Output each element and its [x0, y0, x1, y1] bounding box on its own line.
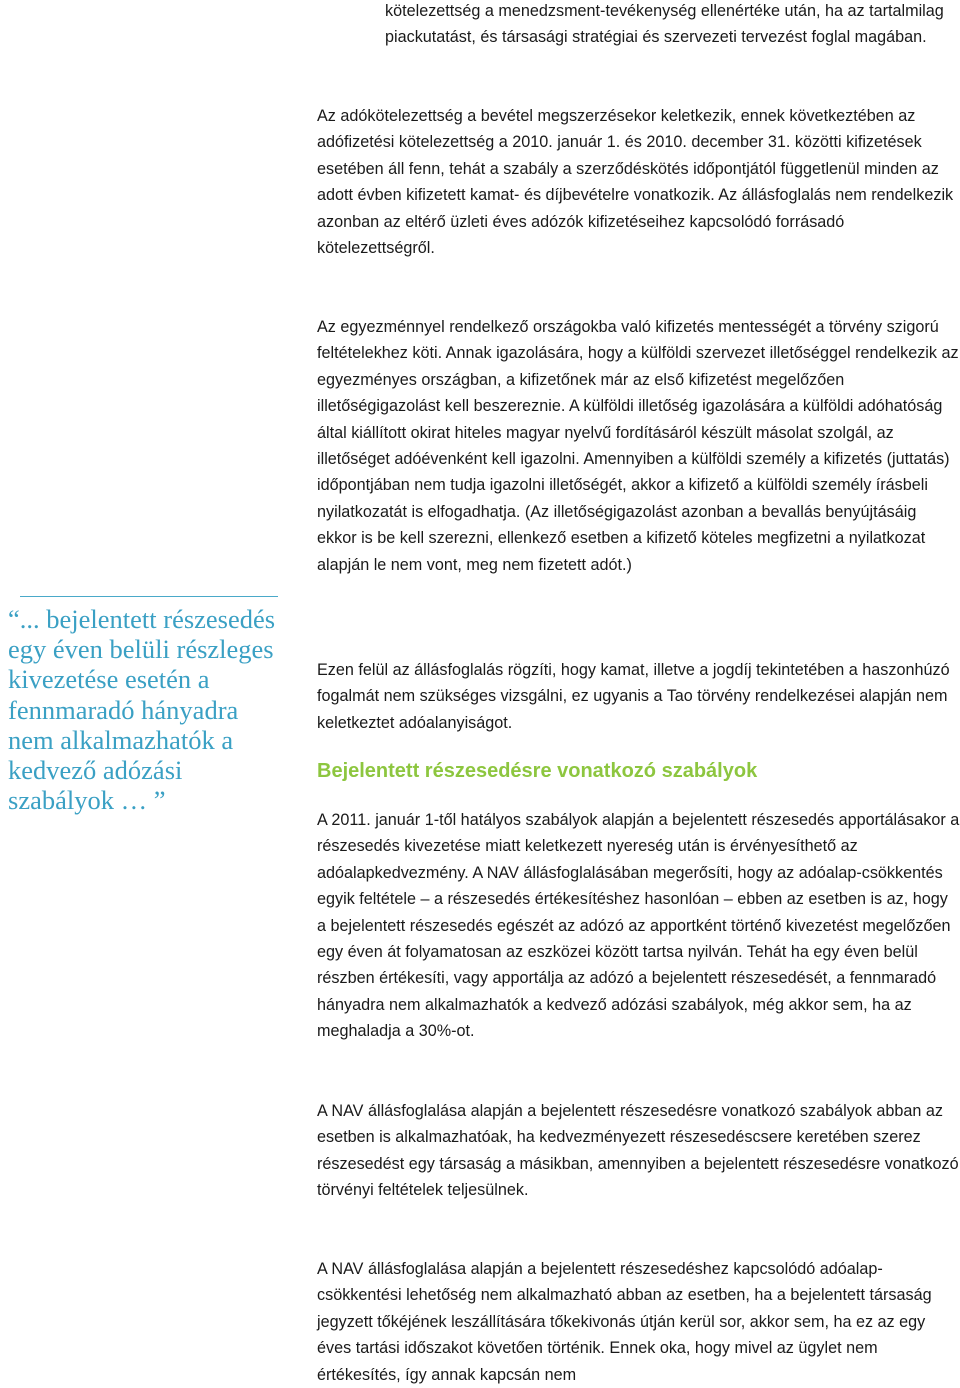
top-continuation-paragraph: kötelezettség a menedzsment-tevékenység ellenértéke után, ha az tartalmilag piackutatást, és társasági stratégiai és szervezeti tervezést foglal magában.	[385, 2, 944, 47]
pull-quote-open-mark: “	[8, 604, 20, 634]
paragraph-beneficial-owner: Ezen felül az állásfoglalás rögzíti, hogy kamat, illetve a jogdíj tekintetében a haszonhúzó fogalmát nem szükséges vizsgálni, ez ugyanis a Tao törvény rendelkezései alapján nem keletkeztet adóalanyiságot.	[317, 661, 950, 732]
paragraph-tax-obligation: Az adókötelezettség a bevétel megszerzésekor keletkezik, ennek következtében az adófizetési kötelezettség a 2010. január 1. és 2010. december 31. közötti kifizetések esetében áll fenn, tehát a szabály a szerződéskötés időpontjától függetlenül minden az adott évben kifizetett kamat- és díjbevételre vonatkozik. Az állásfoglalás nem rendelkezik azonban az eltérő üzleti éves adózók kifizetéseihez kapcsolódó forrásadó kötelezettségről.	[317, 107, 954, 258]
paragraph-capital-reduction: A NAV állásfoglalása alapján a bejelentett részesedéshez kapcsolódó adóalap-csökkentési lehetőség nem alkalmazható abban az esetben, ha a bejelentett társaság jegyzett tőkéjének leszállítására tőkekivonás útján kerül sor, akkor sem, ha ez az egy éves tartási időszakot követően történik. Ennek oka, hogy mivel az ügylet nem értékesítés, így annak kapcsán nem	[317, 1260, 932, 1384]
section-heading: Bejelentett részesedésre vonatkozó szabályok	[317, 760, 758, 782]
paragraph-treaty-exemption: Az egyezménnyel rendelkező országokba való kifizetés mentességét a törvény szigorú feltételekhez köti. Annak igazolására, hogy a külföldi szervezet illetőséggel rendelkezik az egyezményes országban, a kifizetőnek már az első kifizetést megelőzően illetőségigazolást kell beszereznie. A külföldi illetőség igazolására a külföldi adóhatóság által kiállított okirat hiteles magyar nyelvű fordításáról készült másolat szolgál, az illetőséget adóévenként kell igazolni. Amennyiben a külföldi személy a kifizetés (juttatás) időpontjában nem tudja igazolni illetőségét, akkor a kifizető a külföldi személy írásbeli nyilatkozatát is elfogadhatja. (Az illetőségigazolást azonban a bevallás benyújtásáig ekkor is be kell szerezni, ellenkező esetben a kifizető köteles megfizetni a nyilatkozat alapján le nem vont, meg nem fizetett adót.)	[317, 318, 959, 574]
pull-quote-text: ... bejelentett részesedés egy éven belüli részleges kivezetése esetén a fennmaradó hányadra nem alkalmazhatók a kedvező adózási szabályok …	[8, 604, 276, 816]
paragraph-share-exchange: A NAV állásfoglalása alapján a bejelentett részesedésre vonatkozó szabályok abban az esetben is alkalmazhatóak, ha kedvezményezett részesedéscsere keretében szerez részesedést egy társaság a másikban, amennyiben a bejelentett részesedésre vonatkozó törvényi feltételek teljesülnek.	[317, 1102, 959, 1200]
paragraph-apport-rules: A 2011. január 1-től hatályos szabályok alapján a bejelentett részesedés apportálásakor a részesedés kivezetése miatt keletkezett nyereség után is érvényesíthető az adóalapkedvezmény. A NAV állásfoglalásában megerősíti, hogy az adóalap-csökkentés egyik feltétele – a részesedés értékesítéshez hasonlóan – ebben az esetben is az, hogy a bejelentett részesedés egészét az adózó az apportként történő kivezetést megelőzően egy éven át folyamatosan az eszközei között tartsa nyilván. Tehát ha egy éven belül részben értékesíti, vagy apportálja az adózó a bejelentett részesedését, a fennmaradó hányadra nem alkalmazhatók a kedvező adózási szabályok, még akkor sem, ha az meghaladja a 30%-ot.	[317, 811, 960, 1041]
pull-quote-rule	[20, 596, 278, 597]
pull-quote-close-mark: ”	[147, 785, 166, 816]
pull-quote	[8, 604, 288, 815]
